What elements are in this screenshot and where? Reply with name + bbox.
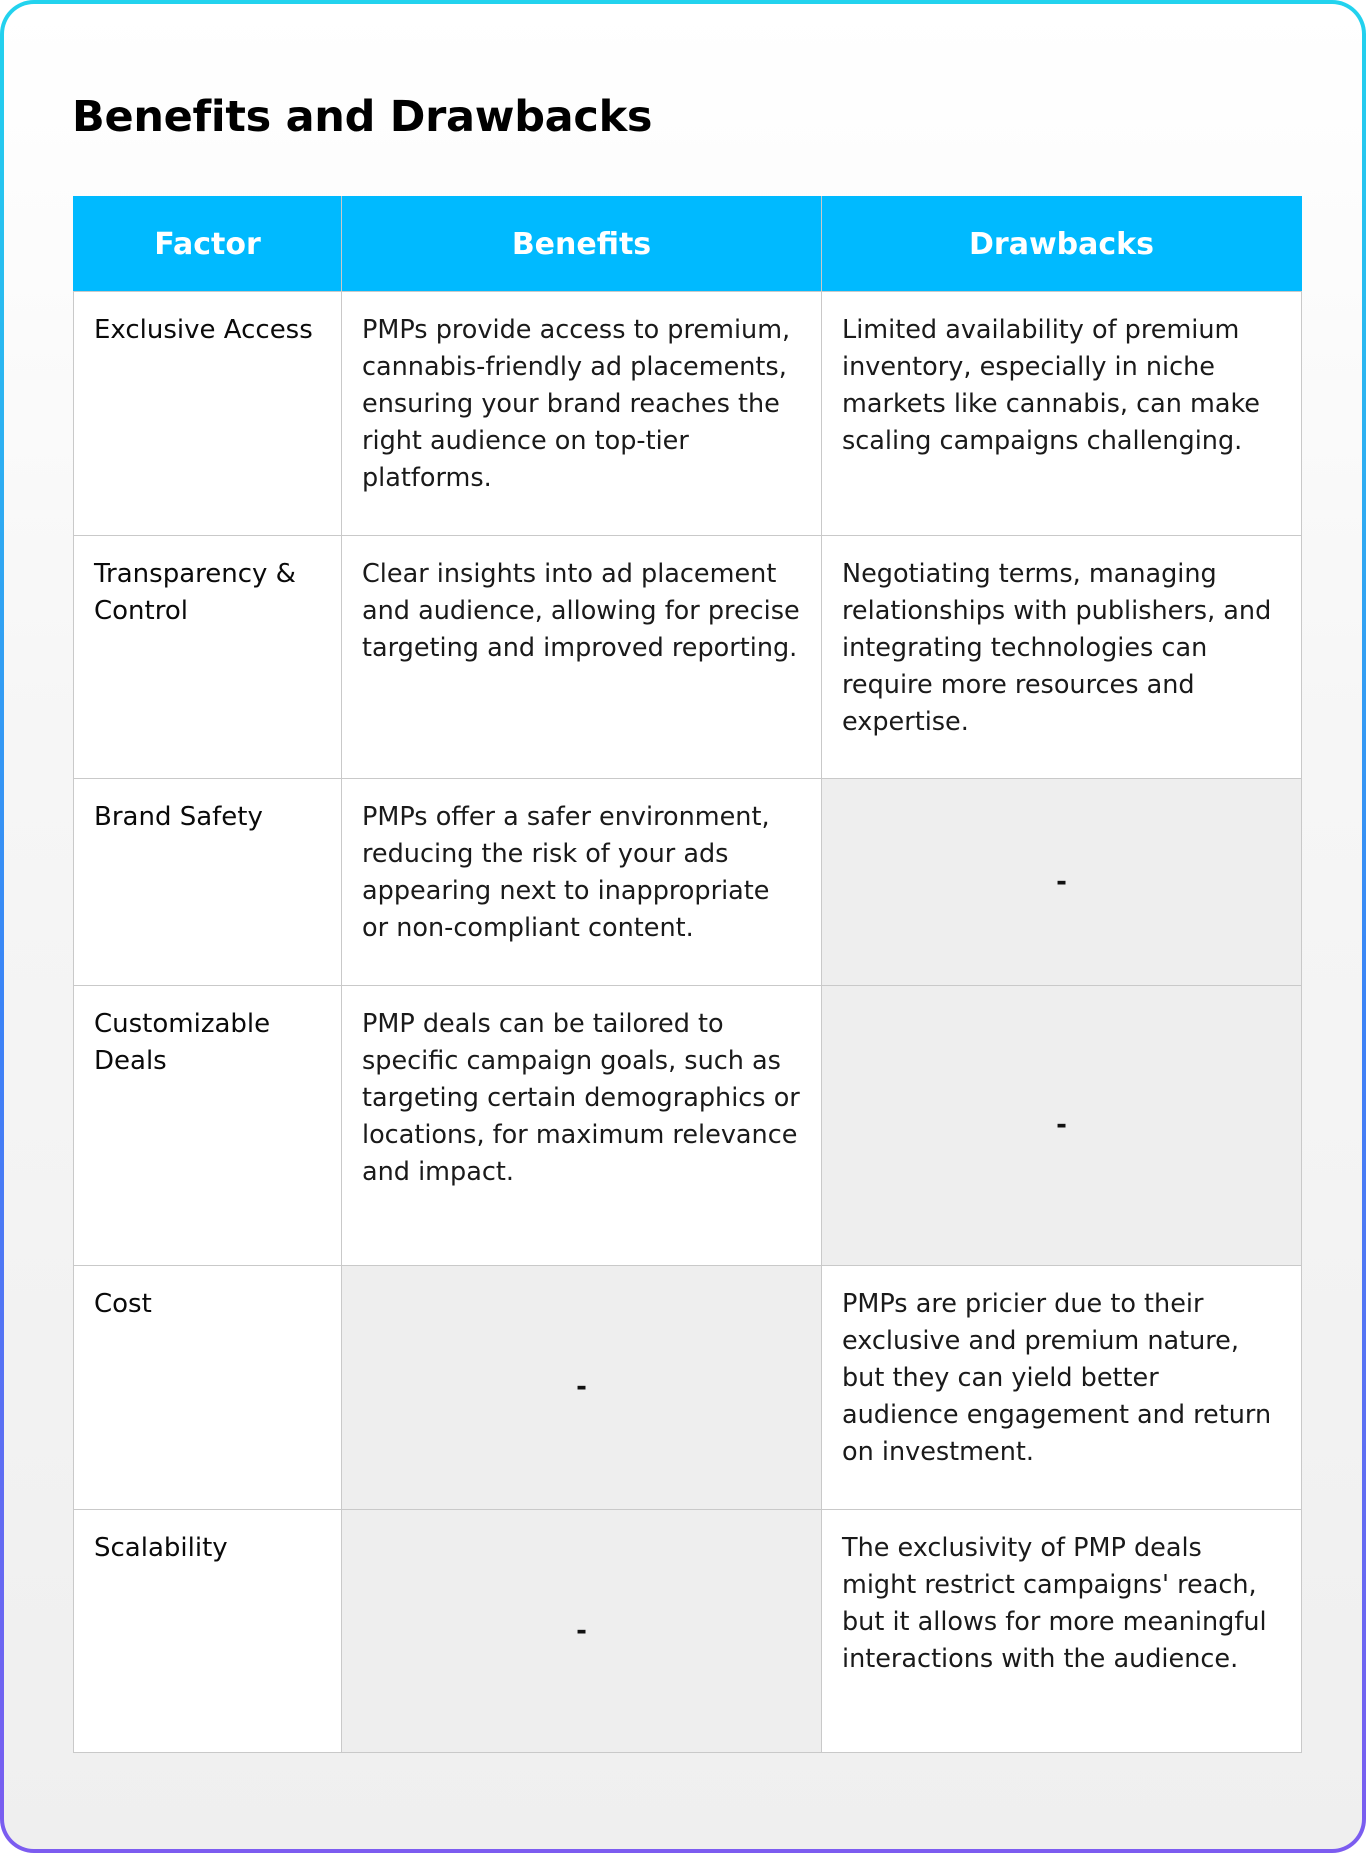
drawbacks-cell: The exclusivity of PMP deals might restrict campaigns' reach, but it allows for more meaningful interactions with the audience. — [822, 1510, 1302, 1753]
header-benefits: Benefits — [342, 197, 822, 292]
header-factor: Factor — [74, 197, 342, 292]
table-row — [74, 1266, 1302, 1510]
header-drawbacks: Drawbacks — [822, 197, 1302, 292]
table-row — [74, 1510, 1302, 1753]
table-header-row — [74, 197, 1302, 292]
benefits-cell: PMPs provide access to premium, cannabis-friendly ad placements, ensuring your brand reaches the right audience on top-tier platforms. — [342, 292, 822, 536]
benefits-drawbacks-table — [73, 196, 1302, 1753]
benefits-cell: PMPs offer a safer environment, reducing the risk of your ads appearing next to inappropriate or non-compliant content. — [342, 779, 822, 986]
benefits-cell-empty: - — [342, 1510, 822, 1753]
drawbacks-cell: Negotiating terms, managing relationships with publishers, and integrating technologies can require more resources and expertise. — [822, 536, 1302, 779]
drawbacks-cell: Limited availability of premium inventory, especially in niche markets like cannabis, can make scaling campaigns challenging. — [822, 292, 1302, 536]
benefits-cell: PMP deals can be tailored to specific campaign goals, such as targeting certain demographics or locations, for maximum relevance and impact. — [342, 986, 822, 1266]
table-row — [74, 292, 1302, 536]
benefits-cell-empty: - — [342, 1266, 822, 1510]
factor-cell: Scalability — [74, 1510, 342, 1753]
table-row — [74, 986, 1302, 1266]
drawbacks-cell: PMPs are pricier due to their exclusive and premium nature, but they can yield better audience engagement and return on investment. — [822, 1266, 1302, 1510]
drawbacks-cell-empty: - — [822, 986, 1302, 1266]
table-row — [74, 536, 1302, 779]
factor-cell: Transparency & Control — [74, 536, 342, 779]
factor-cell: Customizable Deals — [74, 986, 342, 1266]
page-title: Benefits and Drawbacks — [72, 92, 653, 142]
factor-cell: Brand Safety — [74, 779, 342, 986]
benefits-cell: Clear insights into ad placement and audience, allowing for precise targeting and improved reporting. — [342, 536, 822, 779]
factor-cell: Exclusive Access — [74, 292, 342, 536]
table-row — [74, 779, 1302, 986]
content-card — [4, 4, 1362, 1849]
factor-cell: Cost — [74, 1266, 342, 1510]
drawbacks-cell-empty: - — [822, 779, 1302, 986]
